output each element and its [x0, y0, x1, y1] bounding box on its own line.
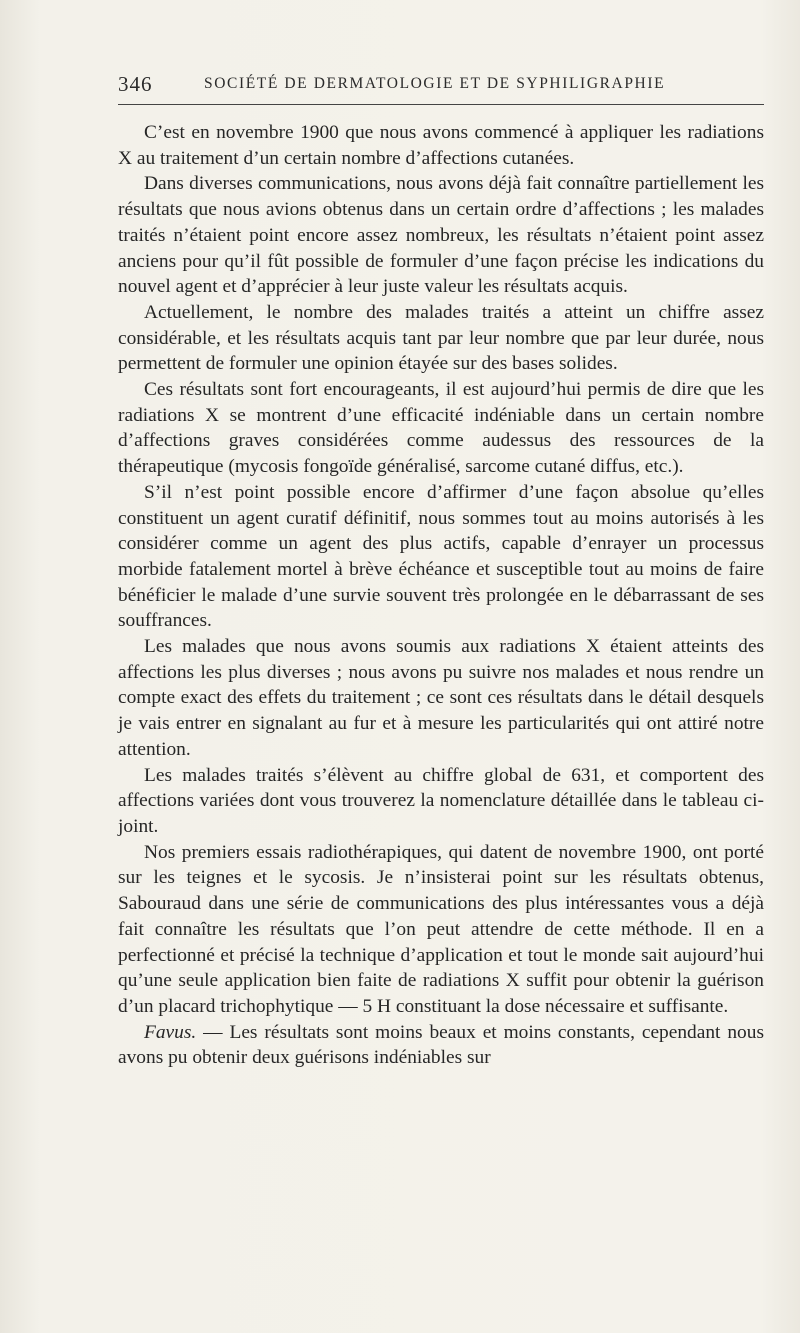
paragraph: Nos premiers essais radiothérapiques, qui datent de novembre 1900, ont porté sur les teignes et le sycosis. Je n’insisterai point sur les résultats obtenus, Sabouraud dans une série de communications des plus intéressantes vous a déjà fait connaître les résultats que l’on peut attendre de cette méthode. Il en a perfectionné et précisé la technique d’application et tout le monde sait aujourd’hui qu’une seule application bien faite de radiations X suffit pour obtenir la guérison d’un placard trichophytique — 5 H constituant la dose nécessaire et suffisante.: [118, 841, 764, 1017]
paragraph: Actuellement, le nombre des malades traités a atteint un chiffre assez considérable, et les résultats acquis tant par leur nombre que par leur durée, nous permettent de formuler une opinion étayée sur des bases solides.: [118, 301, 764, 375]
paragraph: S’il n’est point possible encore d’affirmer d’une façon absolue qu’elles constituent un agent curatif définitif, nous sommes tout au moins autorisés à les considérer comme un agent des plus actifs, capable d’enrayer un processus morbide fatalement mortel à brève échéance et susceptible tout au moins de faire bénéficier le malade d’une survie souvent très prolongée en le débarrassant de ses souffrances.: [118, 481, 764, 632]
paragraph-favus: [118, 1020, 764, 1071]
paragraph: Ces résultats sont fort encourageants, il est aujourd’hui permis de dire que les radiations X se montrent d’une efficacité indéniable dans un certain nombre d’affections graves considérées comme audessus des ressources de la thérapeutique (mycosis fongoïde généralisé, sarcome cutané diffus, etc.).: [118, 379, 764, 478]
page-header: [118, 72, 764, 100]
paragraph: Dans diverses communications, nous avons déjà fait connaître partiellement les résultats que nous avions obtenus dans un certain ordre d’affections ; les malades traités n’étaient point encore assez nombreux, les résultats n’étaient point assez anciens pour qu’il fût possible de formuler d’une façon précise les indications du nouvel agent et d’apprécier à leur juste valeur les résultats acquis.: [118, 173, 764, 298]
running-title: SOCIÉTÉ DE DERMATOLOGIE ET DE SYPHILIGRAPHIE: [204, 75, 666, 92]
favus-text: — Les résultats sont moins beaux et moins constants, cependant nous avons pu obtenir deux guérisons indéniables sur: [118, 1021, 764, 1069]
body-text: [118, 120, 764, 1071]
favus-heading: Favus.: [144, 1021, 197, 1043]
page-number: 346: [118, 72, 153, 96]
paragraph: C’est en novembre 1900 que nous avons commencé à appliquer les radiations X au traitement d’un certain nombre d’affections cutanées.: [118, 122, 764, 169]
header-rule: [118, 104, 764, 105]
paragraph: Les malades traités s’élèvent au chiffre global de 631, et comportent des affections variées dont vous trouverez la nomenclature détaillée dans le tableau ci-joint.: [118, 764, 764, 837]
paragraph: Les malades que nous avons soumis aux radiations X étaient atteints des affections les plus diverses ; nous avons pu suivre nos malades et nous rendre un compte exact des effets du traitement ; ce sont ces résultats dans le détail desquels je vais entrer en signalant au fur et à mesure les particularités qui ont attiré notre attention.: [118, 636, 764, 760]
